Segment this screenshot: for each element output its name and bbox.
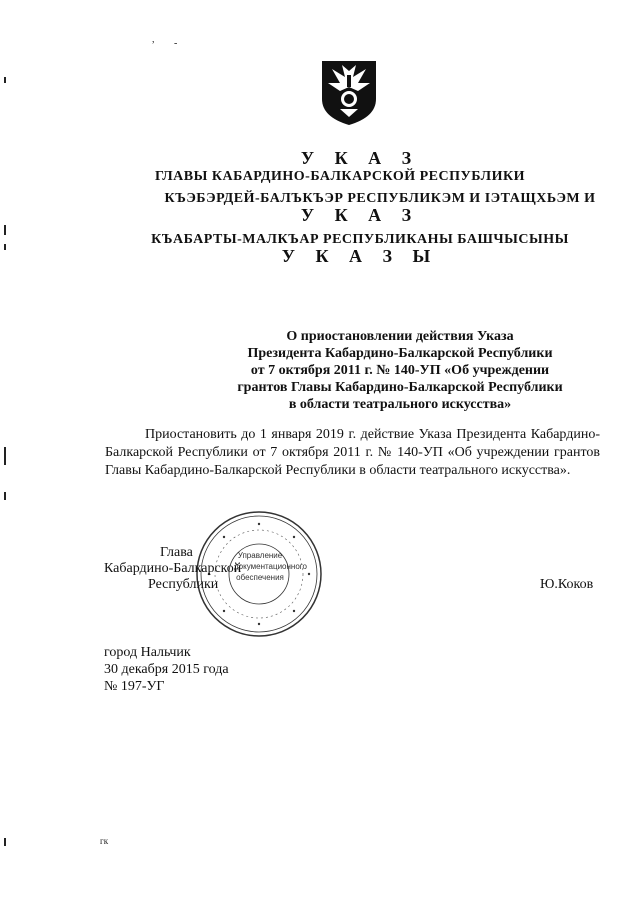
decree-title-line: О приостановлении действия Указа [286,329,514,344]
scan-edge-mark [4,77,6,83]
head-title-krc: КЪАБАРТЫ-МАЛКЪАР РЕСПУБЛИКАНЫ БАШЧЫСЫНЫ [151,232,569,247]
ukaz-heading-krc: У К А З Ы [281,246,439,266]
ukaz-heading-kbd: У К А З [300,205,420,225]
decree-number: № 197-УГ [104,679,165,694]
head-title-kbd: КЪЭБЭРДЕЙ-БАЛЪКЪЭР РЕСПУБЛИКЭМ И ІЭТАЩХЬЭМ И [164,191,596,206]
signature-position-line2: Кабардино-Балкарской [104,561,242,576]
decree-title-line: Президента Кабардино-Балкарской Республики [247,346,553,361]
signature-position-line3: Республики [148,577,219,592]
stamp-inner-text: Управление документационного обеспечения [234,551,307,582]
scan-edge-mark [4,492,6,500]
scan-dot: , [152,34,155,45]
decree-title-line: грантов Главы Кабардино-Балкарской Республики [237,380,563,395]
decree-date: 30 декабря 2015 года [104,662,229,677]
head-title-ru: ГЛАВЫ КАБАРДИНО-БАЛКАРСКОЙ РЕСПУБЛИКИ [154,169,526,184]
coat-of-arms-emblem [318,55,380,127]
signature-position-line1: Глава [160,545,193,560]
signatory-name: Ю.Коков [540,577,594,592]
decree-body-paragraph: Приостановить до 1 января 2019 г. действие Указа Президента Кабардино-Балкарской Республики от 7 октября 2011 г. № 140-УП «Об учреждении грантов Главы Кабардино-Балкарской Республики в области театрального искусства». [105,427,600,478]
scan-edge-mark [4,447,6,465]
decree-city: город Нальчик [104,645,191,660]
decree-title-line: в области театрального искусства» [288,397,512,412]
scan-edge-mark [4,838,6,846]
bottom-initials: гк [100,836,109,846]
ukaz-heading-ru: У К А З [300,148,420,168]
decree-title-line: от 7 октября 2011 г. № 140-УП «Об учреждении [250,363,550,378]
scan-dash: - [174,38,178,49]
